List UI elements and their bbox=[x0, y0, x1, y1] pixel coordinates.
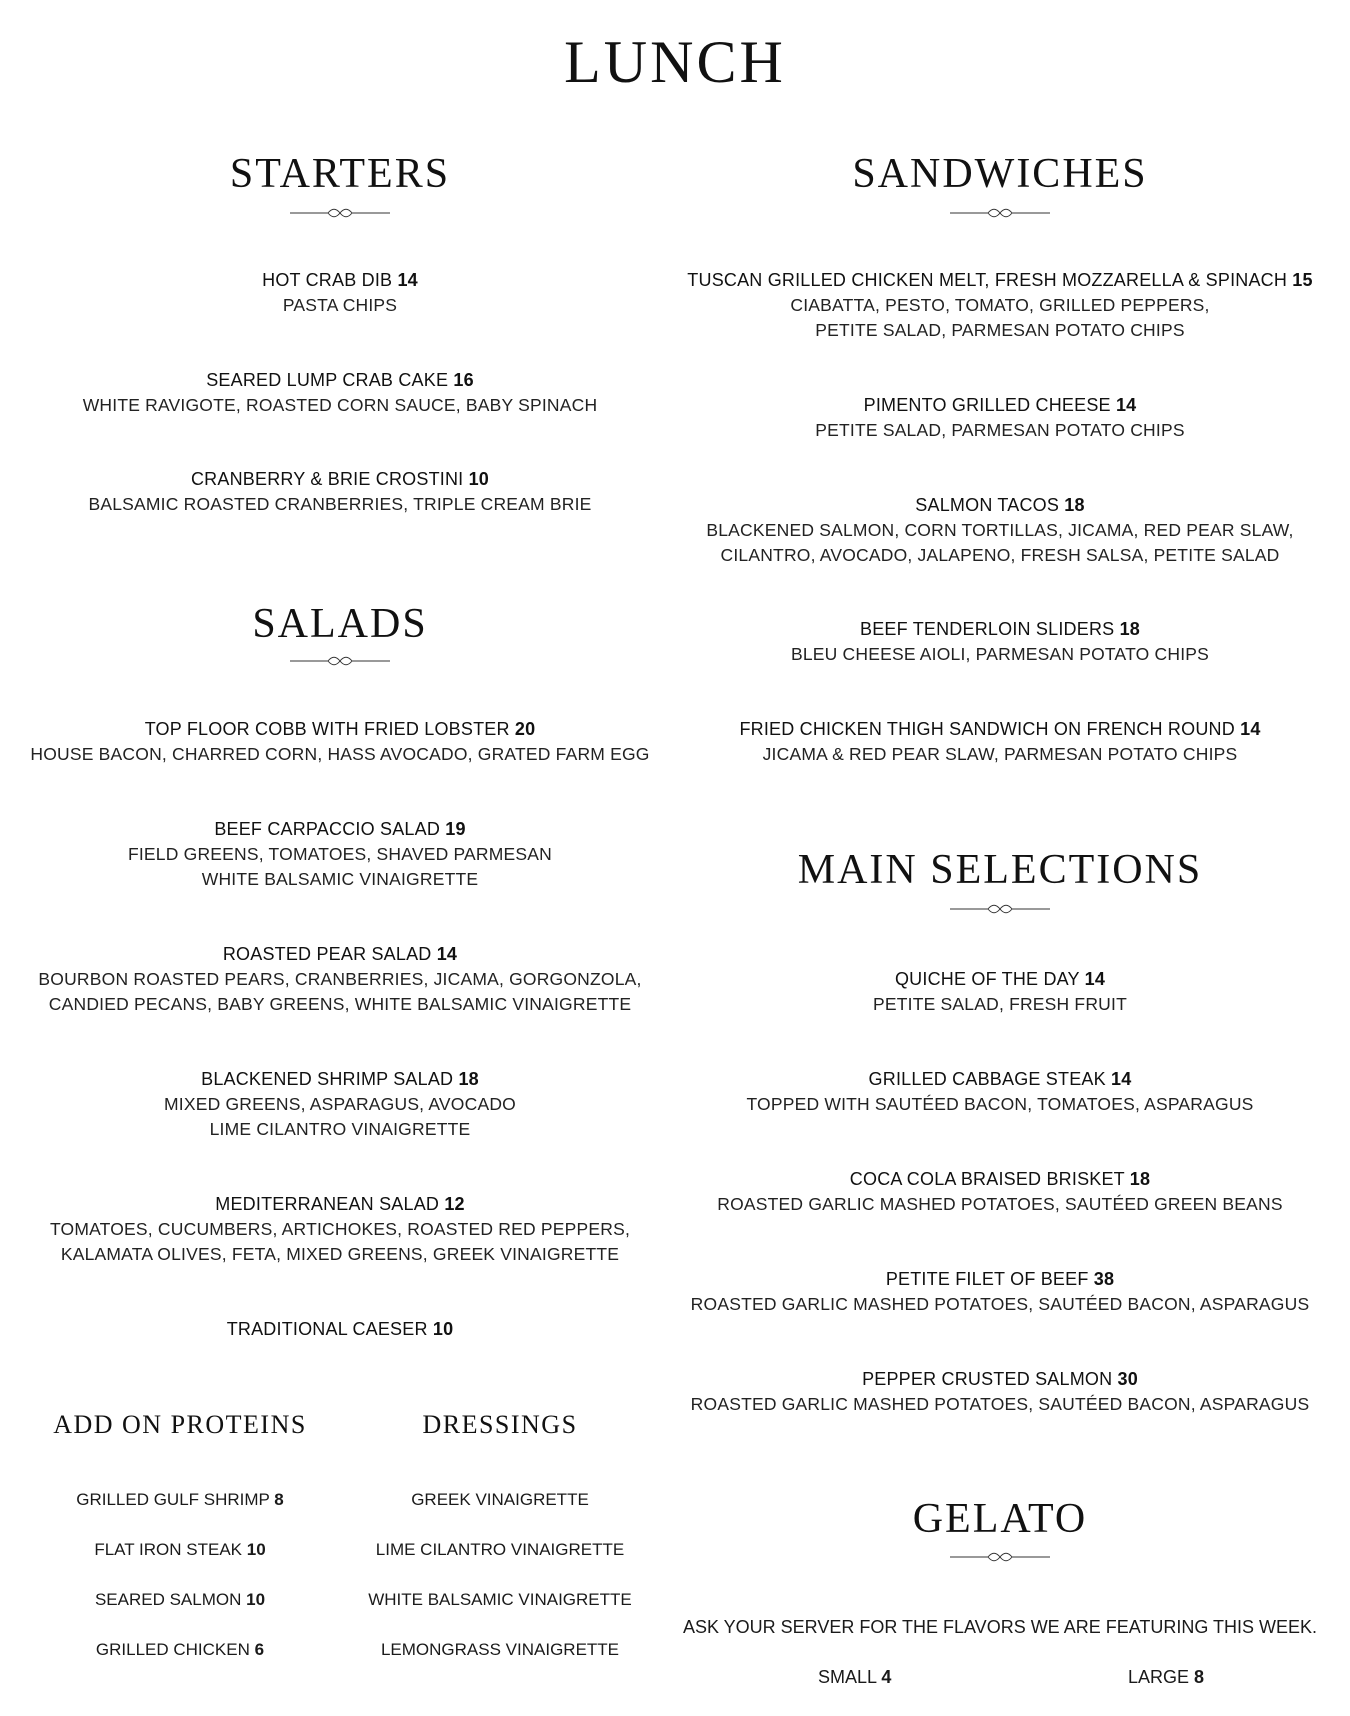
main-item: GRILLED CABBAGE STEAK 14 TOPPED WITH SAUTÉED BACON, TOMATOES, ASPARAGUS bbox=[746, 1069, 1254, 1114]
salad-item: MEDITERRANEAN SALAD 12 TOMATOES, CUCUMBERS, ARTICHOKES, ROASTED RED PEPPERS, KALAMATA OLIVES, FETA, MIXED GREENS, GREEK VINAIGRETTE bbox=[49, 1194, 631, 1264]
protein-item: FLAT IRON STEAK 10 bbox=[94, 1540, 266, 1559]
salad-item: TOP FLOOR COBB WITH FRIED LOBSTER 20 HOUSE BACON, CHARRED CORN, HASS AVOCADO, GRATED FARM EGG bbox=[30, 719, 650, 764]
main-item: PEPPER CRUSTED SALMON 30 ROASTED GARLIC MASHED POTATOES, SAUTÉED BACON, ASPARAGUS bbox=[690, 1369, 1310, 1414]
sandwiches-heading: SANDWICHES bbox=[852, 151, 1148, 197]
ornament-divider-icon bbox=[950, 1550, 1050, 1564]
gelato-small: SMALL 4 bbox=[818, 1667, 892, 1687]
sandwich-item: FRIED CHICKEN THIGH SANDWICH ON FRENCH ROUND 14 JICAMA & RED PEAR SLAW, PARMESAN POTATO CHIPS bbox=[739, 719, 1261, 764]
sandwich-item: SALMON TACOS 18 BLACKENED SALMON, CORN TORTILLAS, JICAMA, RED PEAR SLAW, CILANTRO, AVOCADO, JALAPENO, FRESH SALSA, PETITE SALAD bbox=[706, 495, 1294, 565]
sandwich-item: BEEF TENDERLOIN SLIDERS 18 BLEU CHEESE AIOLI, PARMESAN POTATO CHIPS bbox=[790, 619, 1210, 664]
salads-heading: SALADS bbox=[252, 601, 428, 647]
starter-item: SEARED LUMP CRAB CAKE 16 WHITE RAVIGOTE, ROASTED CORN SAUCE, BABY SPINACH bbox=[82, 370, 598, 415]
starter-item: CRANBERRY & BRIE CROSTINI 10 BALSAMIC ROASTED CRANBERRIES, TRIPLE CREAM BRIE bbox=[88, 469, 592, 514]
dressing-item: GREEK VINAIGRETTE bbox=[411, 1490, 589, 1509]
sandwich-item: PIMENTO GRILLED CHEESE 14 PETITE SALAD, PARMESAN POTATO CHIPS bbox=[815, 395, 1185, 440]
ornament-divider-icon bbox=[950, 902, 1050, 916]
sandwich-item: TUSCAN GRILLED CHICKEN MELT, FRESH MOZZARELLA & SPINACH 15 CIABATTA, PESTO, TOMATO, GRILLED PEPPERS, PETITE SALAD, PARMESAN POTATO CHIPS bbox=[687, 270, 1313, 340]
dressing-item: WHITE BALSAMIC VINAIGRETTE bbox=[368, 1590, 632, 1609]
ornament-divider-icon bbox=[950, 206, 1050, 220]
dressing-item: LEMONGRASS VINAIGRETTE bbox=[380, 1640, 620, 1659]
gelato-large: LARGE 8 bbox=[1128, 1667, 1205, 1687]
salad-item: BEEF CARPACCIO SALAD 19 FIELD GREENS, TOMATOES, SHAVED PARMESAN WHITE BALSAMIC VINAIGRETTE bbox=[127, 819, 552, 889]
right-column bbox=[670, 0, 1330, 1716]
ornament-divider-icon bbox=[290, 654, 390, 668]
gelato-heading: GELATO bbox=[912, 1496, 1088, 1542]
dressings-heading: DRESSINGS bbox=[422, 1410, 578, 1439]
starter-item: HOT CRAB DIB 14 PASTA CHIPS bbox=[262, 270, 418, 315]
main-item: COCA COLA BRAISED BRISKET 18 ROASTED GARLIC MASHED POTATOES, SAUTÉED GREEN BEANS bbox=[717, 1169, 1283, 1214]
page-title: LUNCH bbox=[564, 29, 786, 95]
salad-item: BLACKENED SHRIMP SALAD 18 MIXED GREENS, ASPARAGUS, AVOCADO LIME CILANTRO VINAIGRETTE bbox=[164, 1069, 516, 1139]
protein-item: SEARED SALMON 10 bbox=[94, 1590, 266, 1609]
salad-item: ROASTED PEAR SALAD 14 BOURBON ROASTED PEARS, CRANBERRIES, JICAMA, GORGONZOLA, CANDIED PECANS, BABY GREENS, WHITE BALSAMIC VINAIGRETTE bbox=[38, 944, 642, 1014]
starters-heading: STARTERS bbox=[229, 151, 451, 197]
ornament-divider-icon bbox=[290, 206, 390, 220]
left-column bbox=[30, 0, 650, 1716]
proteins-heading: ADD ON PROTEINS bbox=[53, 1410, 307, 1439]
protein-item: GRILLED CHICKEN 6 bbox=[95, 1640, 265, 1659]
protein-item: GRILLED GULF SHRIMP 8 bbox=[76, 1490, 284, 1509]
gelato-note: ASK YOUR SERVER FOR THE FLAVORS WE ARE FEATURING THIS WEEK. bbox=[682, 1617, 1318, 1637]
main-item: QUICHE OF THE DAY 14 PETITE SALAD, FRESH FRUIT bbox=[873, 969, 1127, 1014]
main-item: PETITE FILET OF BEEF 38 ROASTED GARLIC MASHED POTATOES, SAUTÉED BACON, ASPARAGUS bbox=[690, 1269, 1310, 1314]
salad-item: TRADITIONAL CAESER 10 bbox=[226, 1319, 454, 1339]
mains-heading: MAIN SELECTIONS bbox=[797, 847, 1203, 893]
dressing-item: LIME CILANTRO VINAIGRETTE bbox=[375, 1540, 625, 1559]
